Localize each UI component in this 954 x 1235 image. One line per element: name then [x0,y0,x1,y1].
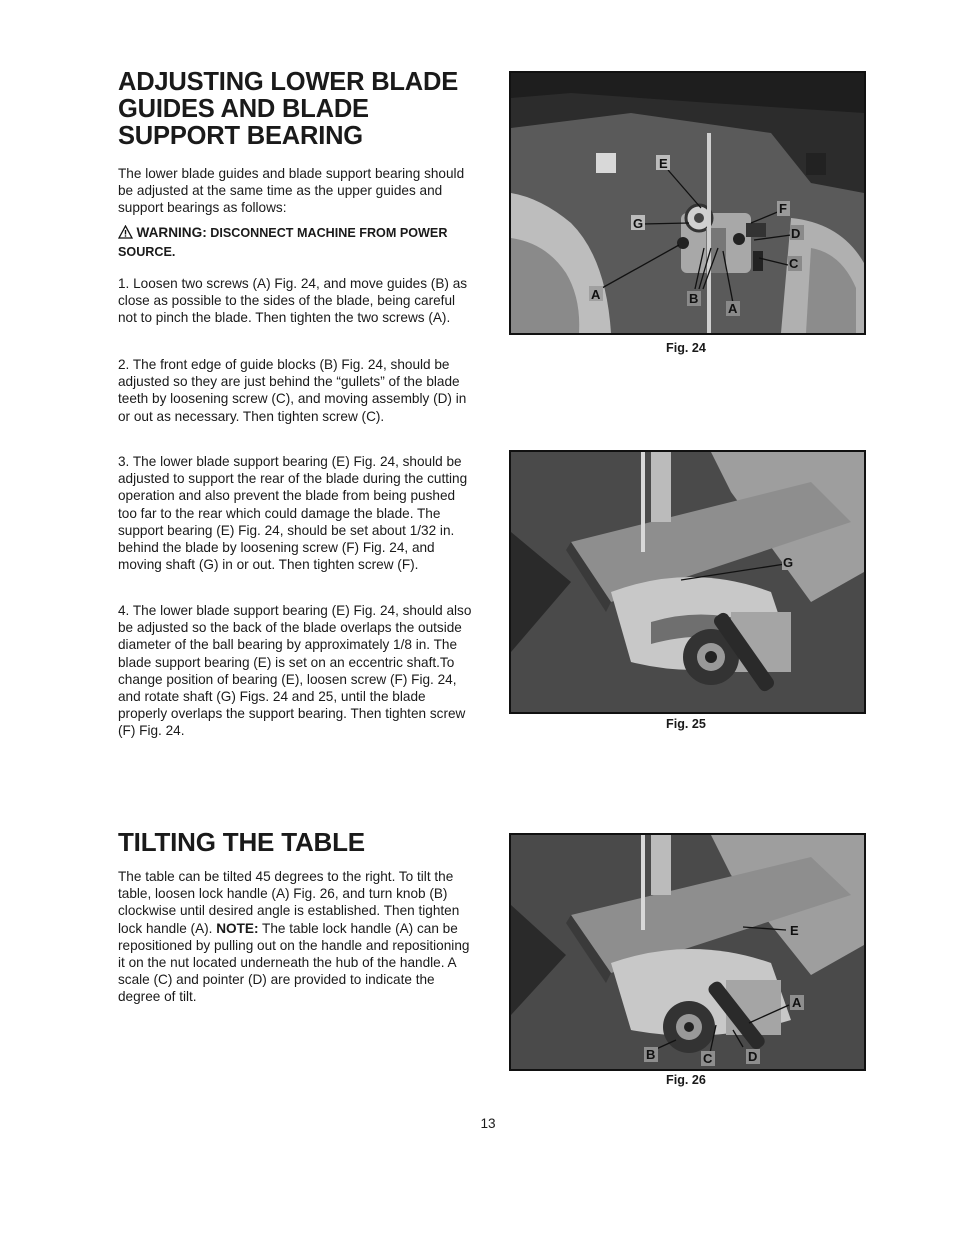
fig24-label-d: D [791,226,801,241]
fig24-caption: Fig. 24 [666,341,706,355]
step-4: 4. The lower blade support bearing (E) Fig. 24, should also be adjusted so the back of the blade overlaps the outside diameter of the ball bearing by approximately 1/8 in. The blade support bearing (E) is set on an eccentric shaft.To change position of bearing (E), loosen screw (F) Fig. 24, and rotate shaft (G) Figs. 24 and 25, until the blade properly overlaps the support bearing. Then tighten screw (F) Fig. 24. [118,603,472,739]
title-line: ADJUSTING LOWER BLADE [118,68,459,96]
warning-notice [118,224,474,261]
fig25-label-g: G [783,555,794,570]
step-3: 3. The lower blade support bearing (E) Fig. 24, should be adjusted to support the rear of the blade during the cutting operation and also prevent the blade from being pushed too far to the rear which could damage the blade. The support bearing (E) Fig. 24, should be set about 1/32 in. behind the blade by loosening screw (F) Fig. 24, and moving shaft (G) in or out. Then tighten screw (F). [118,454,468,573]
intro-paragraph: The lower blade guides and blade support bearing should be adjusted at the same time as the upper guides and support bearings as follows: [118,166,465,216]
section-title-lower-blade-guides [118,69,458,150]
fig24-label-a-right: A [728,301,738,316]
fig25-caption: Fig. 25 [666,717,706,731]
fig24-label-b: B [689,291,699,306]
section-title-tilting-table: TILTING THE TABLE [118,827,365,857]
note-label: NOTE: [216,920,259,936]
fig26-label-b: B [646,1047,656,1062]
fig26-label-d: D [748,1049,758,1064]
fig24-label-e: E [659,156,668,171]
fig26-label-a: A [792,995,802,1010]
page-number: 13 [480,1116,496,1131]
warning-icon [118,225,133,244]
fig24-label-f: F [779,201,787,216]
step-1: 1. Loosen two screws (A) Fig. 24, and move guides (B) as close as possible to the sides of the blade, being careful not to pinch the blade. Then tighten the two screws (A). [118,276,468,326]
figure-26-photo [509,833,866,1071]
figure-25-photo [509,450,866,714]
warning-text: DISCONNECT MACHINE FROM POWER SOURCE. [118,226,448,259]
tilting-text-a: The table can be tilted 45 degrees to the right. To tilt the table, loosen lock handle (A) Fig. 26, and turn knob (B) clockwise until desired angle is established. Then tighten lock handle (A). [118,869,460,936]
step-2: 2. The front edge of guide blocks (B) Fig. 24, should be adjusted so they are just behind the “gullets” of the blade teeth by loosening screw (C), and moving assembly (D) in or out as necessary. Then tighten screw (C). [118,357,467,424]
fig26-label-e: E [790,923,799,938]
figure-24-photo [509,71,866,335]
tilting-paragraph [118,868,474,1006]
tilting-text-b: The table lock handle (A) can be repositioned by pulling out on the handle and repositioning it on the nut located underneath the hub of the handle. A scale (C) and pointer (D) are provided to indicate the degree of tilt. [118,920,470,1005]
fig26-caption: Fig. 26 [666,1073,706,1087]
fig24-label-a-left: A [591,287,601,302]
fig24-label-g: G [633,216,644,231]
title-line: GUIDES AND BLADE [118,95,369,123]
fig26-label-c: C [703,1051,713,1066]
warning-label: WARNING: [136,225,207,240]
title-line: SUPPORT BEARING [118,122,363,150]
fig24-label-c: C [789,256,799,271]
